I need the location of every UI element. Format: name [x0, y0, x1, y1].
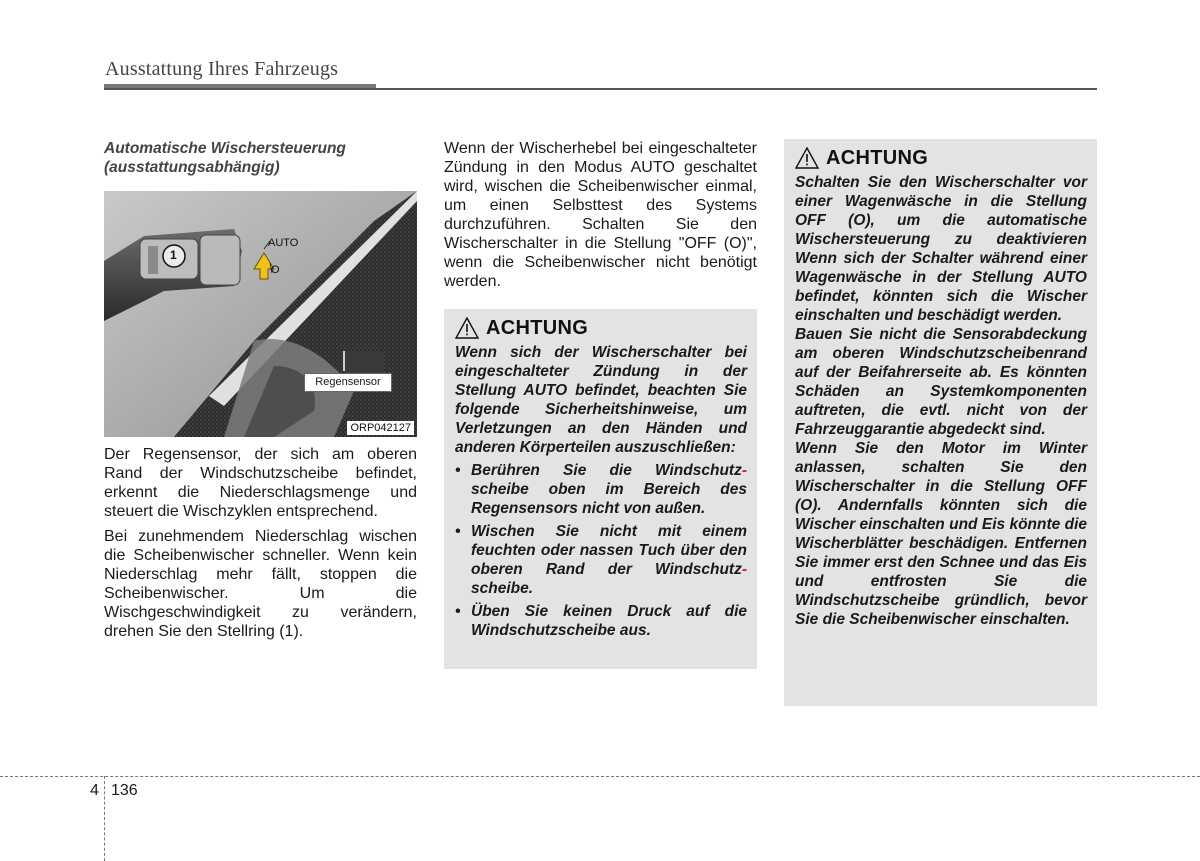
header-rule — [104, 88, 1097, 90]
warning-bullet-2-part-a: Wischen Sie nicht mit einem feuchten oder nassen Tuch über den oberen Rand der Windschutz — [471, 523, 747, 578]
auto-mode-paragraph: Wenn der Wischerhebel bei eingeschalteter Zündung in den Modus AUTO geschaltet wird, wischen die Scheibenwischer einmal, um einen Selbsttest des Systems durchzuführen. Schalten Sie den Wischerschalter in die Stellung "OFF (O)", wenn die Scheibenwischer nicht benötigt werden. — [444, 140, 757, 290]
warning-winter: Wenn Sie den Motor im Winter anlassen, schalten Sie den Wischerschalter in die Stellung OFF (O). Andernfalls könnten sich die Wischer einschalten und Eis könnte die Wischerblätter beschädigen. Entfernen Sie immer erst den Schnee und das Eis und entfrosten Sie die Windschutzscheibe gründlich, bevor Sie die Scheibenwischer einschalten. — [795, 440, 1087, 628]
warning-bullet-2-part-b: scheibe. — [471, 580, 534, 597]
warning-car-wash: Schalten Sie den Wischerschalter vor einer Wagenwäsche in die Stellung OFF (O), um die automatische Wischersteuerung zu deaktivieren Wenn sich der Schalter während einer Wagenwäsche in der Stellung AUTO befindet, könnten sich die Wischer einschalten und beschädigt werden. — [795, 174, 1087, 324]
page-header-title: Ausstattung Ihres Fahrzeugs — [105, 58, 339, 80]
footer-divider — [104, 776, 105, 861]
warning-title: ACHTUNG — [486, 316, 589, 339]
warning-header — [795, 147, 1087, 169]
off-position-label: O — [271, 264, 280, 276]
warning-bullet-1-part-a: Berühren Sie die Windschutz — [471, 462, 742, 479]
rain-sensor-callout: Regensensor — [304, 373, 392, 392]
wiper-speed-paragraph: Bei zunehmendem Niederschlag wischen die Scheibenwischer schneller. Wenn kein Niederschlag mehr fällt, stoppen die Scheibenwischer. Um die Wischgeschwindigkeit zu verändern, drehen Sie den Stellring (1). — [104, 528, 417, 640]
warning-triangle-icon — [795, 147, 819, 169]
hyphen-mark: - — [741, 561, 747, 578]
warning-bullet-1 — [455, 461, 747, 518]
warning-bullet-1-part-b: scheibe oben im Bereich des Regensensors nicht von außen. — [471, 481, 747, 517]
warning-header — [455, 317, 747, 339]
auto-position-label: AUTO — [268, 237, 299, 249]
wiper-lever-illustration — [104, 191, 417, 437]
warning-box-auto — [444, 309, 757, 669]
subheading-line-2: (ausstattungsabhängig) — [104, 159, 280, 176]
warning-list — [455, 461, 747, 640]
chapter-number: 4 — [90, 782, 99, 799]
warning-intro: Wenn sich der Wischerschalter bei eingeschalteter Zündung in der Stellung AUTO befindet, beachten Sie folgende Sicherheitshinweise, um Verletzungen an den Händen und anderen Körperteilen auszuschließen: — [455, 344, 747, 456]
warning-triangle-icon — [455, 317, 479, 339]
left-column — [104, 139, 417, 647]
page-number: 136 — [111, 782, 138, 799]
warning-bullet-3: • Üben Sie keinen Druck auf die Windschutzscheibe aus. — [455, 602, 747, 640]
section-subheading — [104, 139, 417, 177]
figure-code: ORP042127 — [347, 421, 414, 435]
warning-bullet-2 — [455, 522, 747, 598]
middle-column — [444, 139, 757, 669]
warning-box-wash — [784, 139, 1097, 706]
rain-sensor-figure — [104, 191, 417, 437]
right-column — [784, 139, 1097, 706]
ring-number-label: 1 — [170, 248, 177, 262]
subheading-line-1: Automatische Wischersteuerung — [104, 140, 346, 157]
warning-title: ACHTUNG — [826, 146, 929, 169]
footer-rule — [0, 776, 1200, 777]
hyphen-mark: - — [741, 462, 747, 479]
warning-sensor-cover: Bauen Sie nicht die Sensorabdeckung am oberen Windschutzscheibenrand auf der Beifahrerseite ab. Es könnten Schäden an Systemkomponenten auftreten, die evtl. nicht von der Fahrzeuggarantie abgedeckt sind. — [795, 326, 1087, 438]
rain-sensor-paragraph: Der Regensensor, der sich am oberen Rand der Windschutzscheibe befindet, erkennt die Niederschlagsmenge und steuert die Wischzyklen entsprechend. — [104, 446, 417, 520]
